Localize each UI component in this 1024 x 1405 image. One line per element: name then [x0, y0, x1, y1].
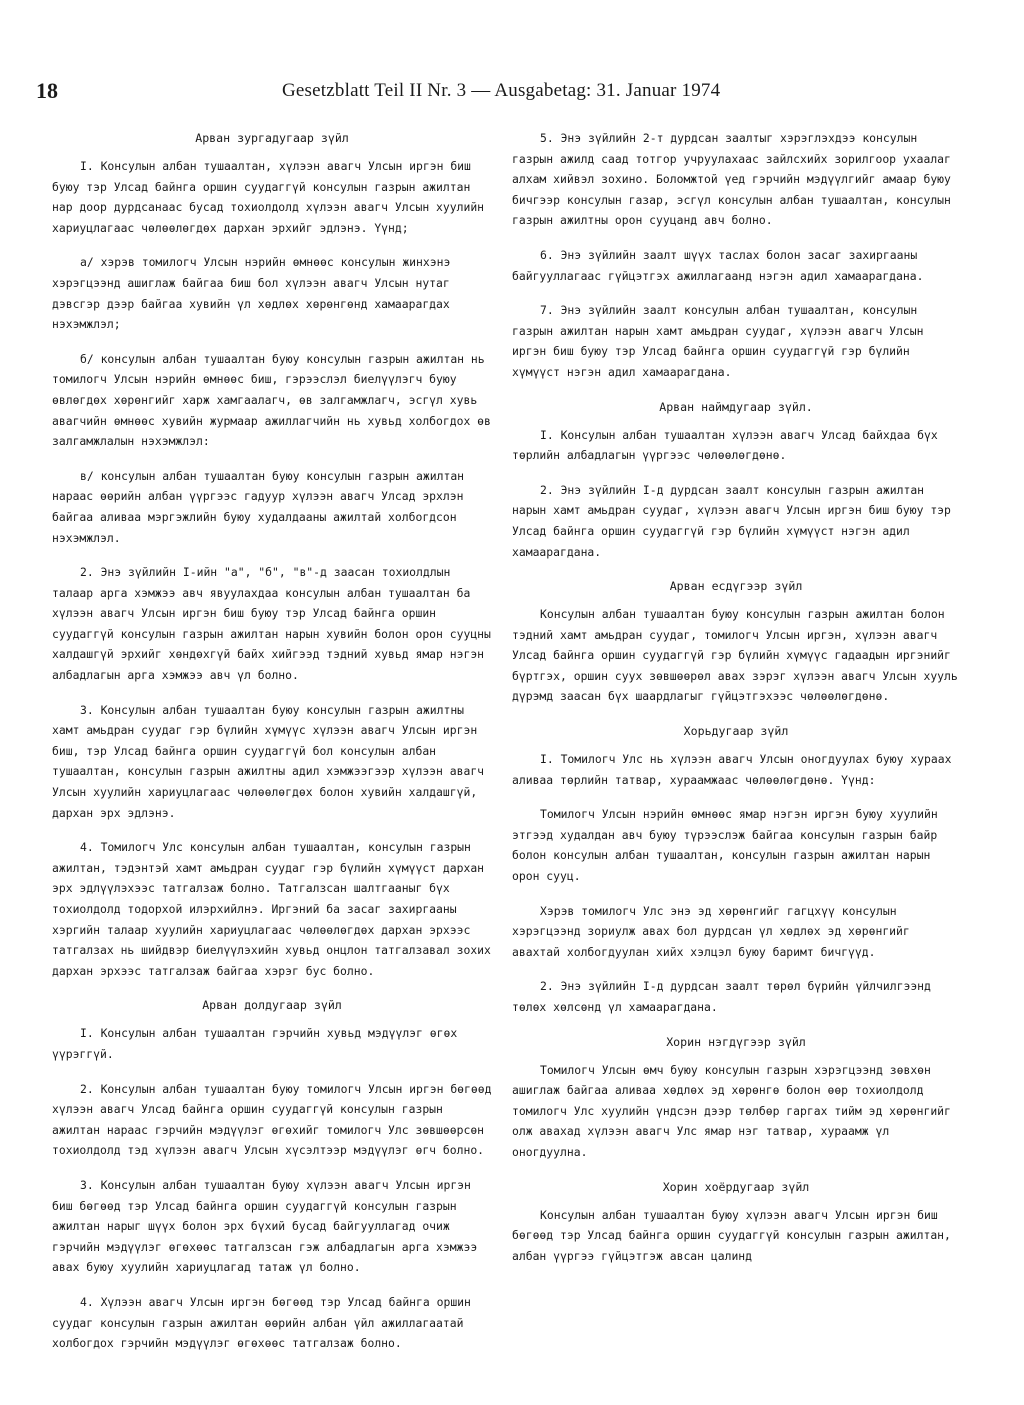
article-heading: Арван есдүгээр зүйл	[669, 579, 803, 594]
paragraph: Консулын албан тушаалтан буюу хүлээн авагч Улсын иргэн биш бөгөөд тэр Улсад байнга оршин суудаггүй консулын газрын ажилтан, албан үүргээ гүйцэтгэж авсан цалинд	[512, 1207, 951, 1263]
paragraph: а/ хэрэв томилогч Улсын нэрийн өмнөөс консулын жинхэнэ хэрэгцээнд ашиглаж байгаа биш бол хүлээн авагч Улсын нутаг дэвсгэр дээр байгаа хувийн үл хөдлөх хөрөнгөнд хамаарагдах нэхэмжлэл;	[52, 255, 451, 332]
paragraph: 2. Энэ зүйлийн I-д дурдсан заалт төрөл бүрийн үйлчилгээнд төлөх хөлсөнд үл хамаарагдана.	[512, 979, 931, 1014]
paragraph: I. Томилогч Улс нь хүлээн авагч Улсын оногдуулах буюу хураах аливаа төрлийн татвар, хураамжаас чөлөөлөгдөнө. Үүнд:	[512, 752, 952, 787]
paragraph: 7. Энэ зүйлийн заалт консулын албан тушаалтан, консулын газрын ажилтан нарын хамт амьдран суудаг, хүлээн авагч Улсын иргэн биш буюу тэр Улсад байнга оршин суудаггүй гэр бүлийн хүмүүст нэгэн адил хамаарагдана.	[512, 303, 924, 379]
paragraph: 6. Энэ зүйлийн заалт шүүх таслах болон засаг захиргааны байгууллагаас гүйцэтгэх ажиллагаанд нэгэн адил хамаарагдана.	[512, 247, 924, 283]
paragraph: 3. Консулын албан тушаалтан буюу хүлээн авагч Улсын иргэн биш бөгөөд тэр Улсад байнга оршин суудаггүй консулын газрын ажилтан нарыг шүүх болон эрх бүхий бусад байгууллагад очиж гэрчийн мэдүүлэг өгөхөөс татгалзсан гэж албадлагын арга хэмжээ авах буюу хуулийн хариуцлагад татаж үл болно.	[52, 1177, 478, 1275]
article-heading: Арван наймдугаар зүйл.	[659, 399, 813, 414]
paragraph: б/ консулын албан тушаалтан буюу консулын газрын ажилтан нь томилогч Улсын нэрийн өмнөөс биш, гэрээслэл биелүүлэгч буюу өвлөгдөх хөрөнгийг харж хамгаалагч, өв залгамжлагч, эсгүл хувь авагчийн өмнөөс хувийн журмаар ажиллагчийн нь хувьд холбогдох өв залгамжлалын нэхэмжлэл:	[52, 351, 491, 449]
paragraph: I. Консулын албан тушаалтан гэрчийн хувьд мэдүүлэг өгөх үүрэггүй.	[52, 1026, 458, 1061]
paragraph: I. Консулын албан тушаалтан хүлээн авагч Улсад байхдаа бүх төрлийн албадлагын үүргээс чөлөөлөгдөнө.	[512, 427, 938, 463]
paragraph: Хэрэв томилогч Улс энэ эд хөрөнгийг гагцхүү консулын хэрэгцээнд зориулж авах бол дурдсан үл хөдлөх эд хөрөнгийг авахтай холбогдуулан хийх хэлцэл буюу баримт бичгүүд.	[512, 903, 910, 959]
right-column	[512, 128, 960, 1280]
paragraph: 3. Консулын албан тушаалтан буюу консулын газрын ажилтны хамт амьдран суудаг гэр бүлийн хүмүүс хүлээн авагч Улсын иргэн биш, тэр Улсад байнга оршин суудаггүй бол консулын албан тушаалтан, консулын газрын ажилтны адил хэмжээгээр хүлээн авагч Улсын хуулийн хариуцлагаас чөлөөлөгдөх болон хувийн халдашгүй, дархан эрх эдлэнэ.	[52, 702, 485, 820]
paragraph: 4. Хүлээн авагч Улсын иргэн бөгөөд тэр Улсад байнга оршин суудаг консулын газрын ажилтан өөрийн албан үйл ажиллагаатай холбогдох гэрчийн мэдүүлэг өгөхөөс татгалзаж болно.	[52, 1294, 471, 1351]
left-column	[52, 128, 492, 1368]
article-heading: Арван зургадугаар зүйл	[195, 131, 349, 145]
paragraph: 5. Энэ зүйлийн 2-т дурдсан заалтыг хэрэглэхдээ консулын газрын ажилд саад тотгор учруулахаас зайлсхийх зорилгоор ухаалаг алхам хийвэл зохино. Боломжтой үед гэрчийн мэдүүлгийг амаар буюу бичгээр консулын газар, эсгүл консулын албан тушаалтан, консулын газрын ажилтны орон сууцанд авч болно.	[512, 131, 951, 228]
page-header	[0, 78, 1024, 108]
paragraph: 2. Энэ зүйлийн I-д дурдсан заалт консулын газрын ажилтан нарын хамт амьдран суудаг, хүлээн авагч Улсын иргэн биш буюу тэр Улсад байнга оршин суудаггүй гэр бүлийн хүмүүст нэгэн адил хамаарагдана.	[512, 482, 951, 559]
paragraph: Консулын албан тушаалтан буюу консулын газрын ажилтан болон тэдний хамт амьдран суудаг, томилогч Улсын иргэн, хүлээн авагч Улсад байнга оршин суудаггүй гэр бүлийн хүмүүс гадаадын иргэнийг бүртгэх, оршин суух зөвшөөрөл авах зэрэг хүлээн авагч Улсын хууль дүрэмд заасан бүх шаардлагыг гүйцэтгэхээс чөлөөлөгдөнө.	[512, 607, 958, 704]
article-heading: Хорин хоёрдугаар зүйл	[662, 1179, 810, 1194]
paragraph: Томилогч Улсын нэрийн өмнөөс ямар нэгэн иргэн буюу хуулийн этгээд худалдан авч буюу түрээслэж байгаа консулын газрын байр болон консулын албан тушаалтан, консулын газрын ажилтан нарын орон сууц.	[512, 807, 938, 884]
article-heading: Арван долдугаар зүйл	[202, 998, 342, 1013]
gazette-header-title: Gesetzblatt Teil II Nr. 3 — Ausgabetag: 31. Januar 1974	[282, 80, 721, 101]
article-heading: Хорин нэгдүгээр зүйл	[666, 1034, 806, 1049]
paragraph: I. Консулын албан тушаалтан, хүлээн авагч Улсын иргэн биш буюу тэр Улсад байнга оршин суудаггүй консулын газрын ажилтан нар доор дурдсанаас бусад тохиолдолд хүлээн авагч Улсын хуулийн хариуцлагаас чөлөөлөгдөх дархан эрхийг эдлэнэ. Үүнд;	[52, 159, 485, 235]
paragraph: Томилогч Улсын өмч буюу консулын газрын хэрэгцээнд зөвхөн ашиглаж байгаа аливаа хөдлөх эд хөрөнгө болон өөр тохиолдолд томилогч Улс хуулийн үндсэн дээр төлбөр гаргах тийм эд хөрөнгийг олж авахад хүлээн авагч Улс ямар нэг татвар, хураамж үл оногдуулна.	[512, 1062, 951, 1159]
paragraph: в/ консулын албан тушаалтан буюу консулын газрын ажилтан нараас өөрийн албан үүргээс гадуур хүлээн авагч Улсад эрхлэн байгаа аливаа мэргэжлийн буюу худалдааны ажилтай холбогдсон нэхэмжлэл.	[52, 468, 465, 545]
page-number: 18	[36, 78, 58, 103]
paragraph: 2. Консулын албан тушаалтан буюу томилогч Улсын иргэн бөгөөд хүлээн авагч Улсад байнга оршин суудаггүй консулын газрын ажилтан нараас гэрчийн мэдүүлэг өгөхийг томилогч Улс зөвшөөрсөн тохиолдолд тэд хүлээн авагч Улсын хүсэлтээр мэдүүлэг өгч болно.	[52, 1081, 492, 1158]
paragraph: 2. Энэ зүйлийн I-ийн "а", "б", "в"-д заасан тохиолдлын талаар арга хэмжээ авч явуулахдаа консулын албан тушаалтан ба хүлээн авагч Улсын иргэн биш буюу тэр Улсад байнга оршин суудаггүй консулын газрын ажилтан нарын хувийн болон орон сууцны халдашгүй эрхийг хөндөхгүй байх хийгээд тэдний хувьд ямар нэгэн албадлагын арга хэмжээ авч үл болно.	[52, 565, 491, 683]
article-heading: Хорьдугаар зүйл	[683, 724, 789, 739]
paragraph: 4. Томилогч Улс консулын албан тушаалтан, консулын газрын ажилтан, тэдэнтэй хамт амьдран суудаг гэр бүлийн хүмүүст дархан эрх эдлүүлэхээс татгалзаж болно. Татгалзсан шалтгааныг бүх тохиолдолд тодорхой илэрхийлнэ. Иргэний ба засаг захиргааны хэргийн талаар хуулийн хариуцлагаас чөлөөлөгдөх дархан эрхээс татгалзах нь шийдвэр биелүүлэхийн хувьд онцлон татгалзавал зохих дархан эрхээс татгалзаж байгаа хэрэг бус болно.	[52, 840, 491, 978]
